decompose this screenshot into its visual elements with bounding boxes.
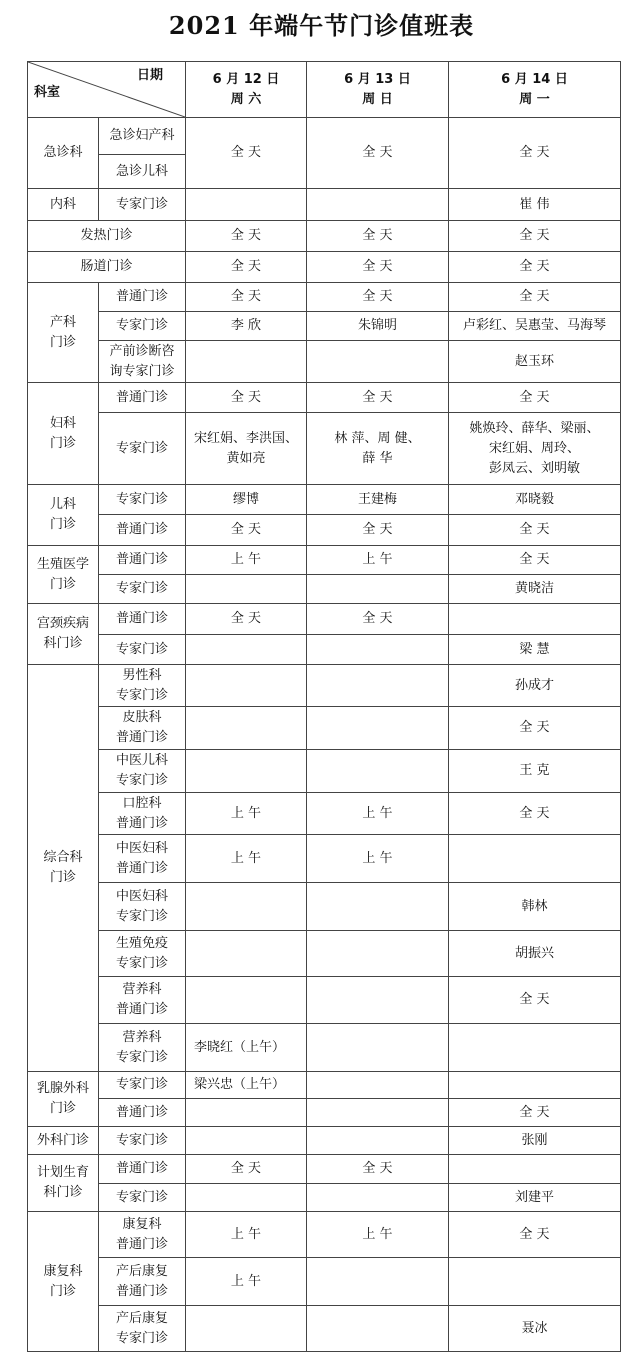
table-row — [28, 835, 621, 883]
duty-cell: 全 天 — [449, 515, 621, 546]
duty-cell: 张刚 — [449, 1127, 621, 1155]
duty-cell: 上 午 — [307, 546, 449, 575]
dept-cell: 发热门诊 — [28, 221, 186, 252]
duty-cell: 聂冰 — [449, 1306, 621, 1352]
duty-cell — [307, 189, 449, 221]
table-row — [28, 118, 621, 155]
duty-cell: 王 克 — [449, 750, 621, 793]
day-header-2 — [307, 62, 449, 118]
duty-cell: 韩林 — [449, 883, 621, 931]
sub-cell: 急诊儿科 — [99, 155, 186, 189]
duty-cell — [307, 665, 449, 707]
duty-cell: 上 午 — [307, 1212, 449, 1258]
day-weekday: 周 一 — [519, 91, 550, 107]
duty-cell: 全 天 — [186, 118, 307, 189]
duty-cell — [186, 341, 307, 383]
duty-cell: 李晓红（上午） — [186, 1024, 307, 1072]
table-row — [28, 1099, 621, 1127]
dept-cell: 综合科 门诊 — [28, 665, 99, 1072]
table-row — [28, 1184, 621, 1212]
dept-cell: 生殖医学 门诊 — [28, 546, 99, 604]
table-row — [28, 1306, 621, 1352]
sub-cell: 专家门诊 — [99, 312, 186, 341]
table-row — [28, 1258, 621, 1306]
duty-cell — [307, 1127, 449, 1155]
table-row — [28, 883, 621, 931]
sub-cell: 普通门诊 — [99, 383, 186, 413]
table-row — [28, 1212, 621, 1258]
duty-cell: 全 天 — [449, 283, 621, 312]
duty-cell — [186, 707, 307, 750]
duty-cell — [307, 575, 449, 604]
table-row — [28, 312, 621, 341]
duty-cell: 全 天 — [307, 383, 449, 413]
table-row — [28, 575, 621, 604]
table-row — [28, 1024, 621, 1072]
table-row — [28, 1072, 621, 1099]
table-row — [28, 189, 621, 221]
duty-cell — [186, 750, 307, 793]
duty-cell: 卢彩红、吴惠莹、马海琴 — [449, 312, 621, 341]
duty-cell: 缪博 — [186, 485, 307, 515]
sub-cell: 专家门诊 — [99, 635, 186, 665]
duty-cell — [307, 931, 449, 977]
duty-cell: 全 天 — [449, 383, 621, 413]
dept-cell: 内科 — [28, 189, 99, 221]
duty-cell: 全 天 — [449, 1099, 621, 1127]
duty-cell: 全 天 — [307, 118, 449, 189]
dept-cell: 外科门诊 — [28, 1127, 99, 1155]
table-row — [28, 413, 621, 485]
duty-cell — [186, 575, 307, 604]
table-row — [28, 221, 621, 252]
duty-cell: 崔 伟 — [449, 189, 621, 221]
duty-cell — [186, 1184, 307, 1212]
duty-cell — [186, 931, 307, 977]
sub-cell: 男性科 专家门诊 — [99, 665, 186, 707]
table-row — [28, 604, 621, 635]
duty-cell: 胡振兴 — [449, 931, 621, 977]
day-date: 6 月 13 日 — [344, 71, 411, 87]
table-row — [28, 1155, 621, 1184]
duty-cell: 上 午 — [186, 835, 307, 883]
duty-cell: 全 天 — [449, 252, 621, 283]
duty-cell — [186, 635, 307, 665]
duty-cell — [307, 707, 449, 750]
sub-cell: 皮肤科 普通门诊 — [99, 707, 186, 750]
duty-cell: 全 天 — [186, 252, 307, 283]
duty-cell: 林 萍、周 健、 薛 华 — [307, 413, 449, 485]
table-row — [28, 931, 621, 977]
duty-cell: 孙成才 — [449, 665, 621, 707]
duty-cell — [449, 1258, 621, 1306]
table-row — [28, 977, 621, 1024]
sub-cell: 普通门诊 — [99, 515, 186, 546]
dept-cell: 康复科 门诊 — [28, 1212, 99, 1352]
duty-cell: 邓晓毅 — [449, 485, 621, 515]
sub-cell: 专家门诊 — [99, 1184, 186, 1212]
duty-cell: 全 天 — [307, 604, 449, 635]
duty-cell: 全 天 — [186, 221, 307, 252]
duty-cell: 赵玉环 — [449, 341, 621, 383]
duty-cell — [307, 750, 449, 793]
duty-cell: 上 午 — [186, 793, 307, 835]
day-date: 6 月 12 日 — [212, 71, 280, 87]
sub-cell: 中医儿科 专家门诊 — [99, 750, 186, 793]
day-weekday: 周 日 — [362, 91, 393, 107]
sub-cell: 专家门诊 — [99, 1072, 186, 1099]
duty-cell — [186, 883, 307, 931]
sub-cell: 专家门诊 — [99, 189, 186, 221]
duty-cell: 全 天 — [449, 221, 621, 252]
duty-cell — [186, 189, 307, 221]
duty-cell — [449, 1072, 621, 1099]
table-row — [28, 252, 621, 283]
duty-cell: 全 天 — [307, 283, 449, 312]
sub-cell: 普通门诊 — [99, 546, 186, 575]
table-row — [28, 750, 621, 793]
dept-cell: 急诊科 — [28, 118, 99, 189]
duty-cell: 上 午 — [186, 1258, 307, 1306]
duty-schedule-table — [27, 61, 621, 1352]
sub-cell: 急诊妇产科 — [99, 118, 186, 155]
duty-cell: 全 天 — [186, 383, 307, 413]
duty-cell — [307, 1258, 449, 1306]
duty-cell: 上 午 — [307, 793, 449, 835]
duty-cell — [186, 1306, 307, 1352]
sub-cell: 中医妇科 专家门诊 — [99, 883, 186, 931]
table-row — [28, 283, 621, 312]
duty-cell: 姚焕玲、薛华、梁丽、 宋红娟、周玲、 彭凤云、刘明敏 — [449, 413, 621, 485]
sub-cell: 康复科 普通门诊 — [99, 1212, 186, 1258]
duty-cell: 全 天 — [186, 1155, 307, 1184]
day-header-3 — [449, 62, 621, 118]
duty-cell: 全 天 — [186, 604, 307, 635]
dept-cell: 产科 门诊 — [28, 283, 99, 383]
dept-cell: 妇科 门诊 — [28, 383, 99, 485]
duty-cell — [307, 1072, 449, 1099]
duty-cell — [449, 835, 621, 883]
page-title: 2021 年端午节门诊值班表 — [168, 11, 475, 40]
duty-cell: 全 天 — [449, 118, 621, 189]
duty-cell: 上 午 — [186, 1212, 307, 1258]
duty-cell — [307, 341, 449, 383]
duty-cell: 王建梅 — [307, 485, 449, 515]
sub-cell: 普通门诊 — [99, 1155, 186, 1184]
sub-cell: 中医妇科 普通门诊 — [99, 835, 186, 883]
duty-cell: 全 天 — [449, 546, 621, 575]
duty-cell — [307, 1099, 449, 1127]
sub-cell: 普通门诊 — [99, 604, 186, 635]
table-row — [28, 515, 621, 546]
duty-cell: 全 天 — [449, 707, 621, 750]
duty-cell — [449, 1155, 621, 1184]
day-weekday: 周 六 — [230, 91, 262, 107]
date-axis-label: 日期 — [136, 68, 163, 83]
dept-cell: 儿科 门诊 — [28, 485, 99, 546]
sub-cell: 专家门诊 — [99, 1127, 186, 1155]
duty-cell — [186, 1127, 307, 1155]
duty-cell — [307, 977, 449, 1024]
duty-cell: 上 午 — [307, 835, 449, 883]
duty-cell: 黄晓洁 — [449, 575, 621, 604]
table-row — [28, 383, 621, 413]
sub-cell: 生殖免疫 专家门诊 — [99, 931, 186, 977]
duty-cell: 全 天 — [307, 515, 449, 546]
sub-cell: 营养科 专家门诊 — [99, 1024, 186, 1072]
duty-cell: 上 午 — [186, 546, 307, 575]
duty-cell — [307, 1024, 449, 1072]
duty-cell — [307, 635, 449, 665]
sub-cell: 专家门诊 — [99, 575, 186, 604]
table-row — [28, 707, 621, 750]
duty-cell: 宋红娟、李洪国、 黄如亮 — [186, 413, 307, 485]
sub-cell: 普通门诊 — [99, 1099, 186, 1127]
dept-cell: 乳腺外科 门诊 — [28, 1072, 99, 1127]
duty-cell: 全 天 — [449, 977, 621, 1024]
duty-cell: 李 欣 — [186, 312, 307, 341]
table-row — [28, 635, 621, 665]
duty-cell: 梁 慧 — [449, 635, 621, 665]
duty-cell — [307, 883, 449, 931]
header-row — [28, 62, 621, 118]
duty-cell: 全 天 — [186, 515, 307, 546]
day-date: 6 月 14 日 — [501, 71, 568, 87]
dept-cell: 计划生育 科门诊 — [28, 1155, 99, 1212]
department-axis-label: 科室 — [34, 85, 61, 100]
duty-cell: 全 天 — [307, 221, 449, 252]
duty-cell: 全 天 — [307, 1155, 449, 1184]
diagonal-header-cell — [28, 62, 186, 118]
dept-cell: 肠道门诊 — [28, 252, 186, 283]
day-header-1 — [186, 62, 307, 118]
table-row — [28, 485, 621, 515]
dept-cell: 宫颈疾病 科门诊 — [28, 604, 99, 665]
duty-cell: 全 天 — [307, 252, 449, 283]
sub-cell: 产前诊断咨 询专家门诊 — [99, 341, 186, 383]
duty-cell — [449, 1024, 621, 1072]
sub-cell: 专家门诊 — [99, 485, 186, 515]
table-row — [28, 341, 621, 383]
sub-cell: 产后康复 普通门诊 — [99, 1258, 186, 1306]
duty-cell: 朱锦明 — [307, 312, 449, 341]
duty-cell: 刘建平 — [449, 1184, 621, 1212]
sub-cell: 专家门诊 — [99, 413, 186, 485]
sub-cell: 产后康复 专家门诊 — [99, 1306, 186, 1352]
duty-cell: 全 天 — [449, 793, 621, 835]
table-row — [28, 665, 621, 707]
duty-cell: 全 天 — [449, 1212, 621, 1258]
table-row — [28, 793, 621, 835]
table-row — [28, 546, 621, 575]
duty-cell — [186, 1099, 307, 1127]
duty-cell — [186, 977, 307, 1024]
duty-cell — [186, 665, 307, 707]
sub-cell: 口腔科 普通门诊 — [99, 793, 186, 835]
duty-cell: 梁兴忠（上午） — [186, 1072, 307, 1099]
duty-cell: 全 天 — [186, 283, 307, 312]
sub-cell: 营养科 普通门诊 — [99, 977, 186, 1024]
duty-cell — [307, 1306, 449, 1352]
sub-cell: 普通门诊 — [99, 283, 186, 312]
duty-cell — [307, 1184, 449, 1212]
table-row — [28, 1127, 621, 1155]
duty-cell — [449, 604, 621, 635]
